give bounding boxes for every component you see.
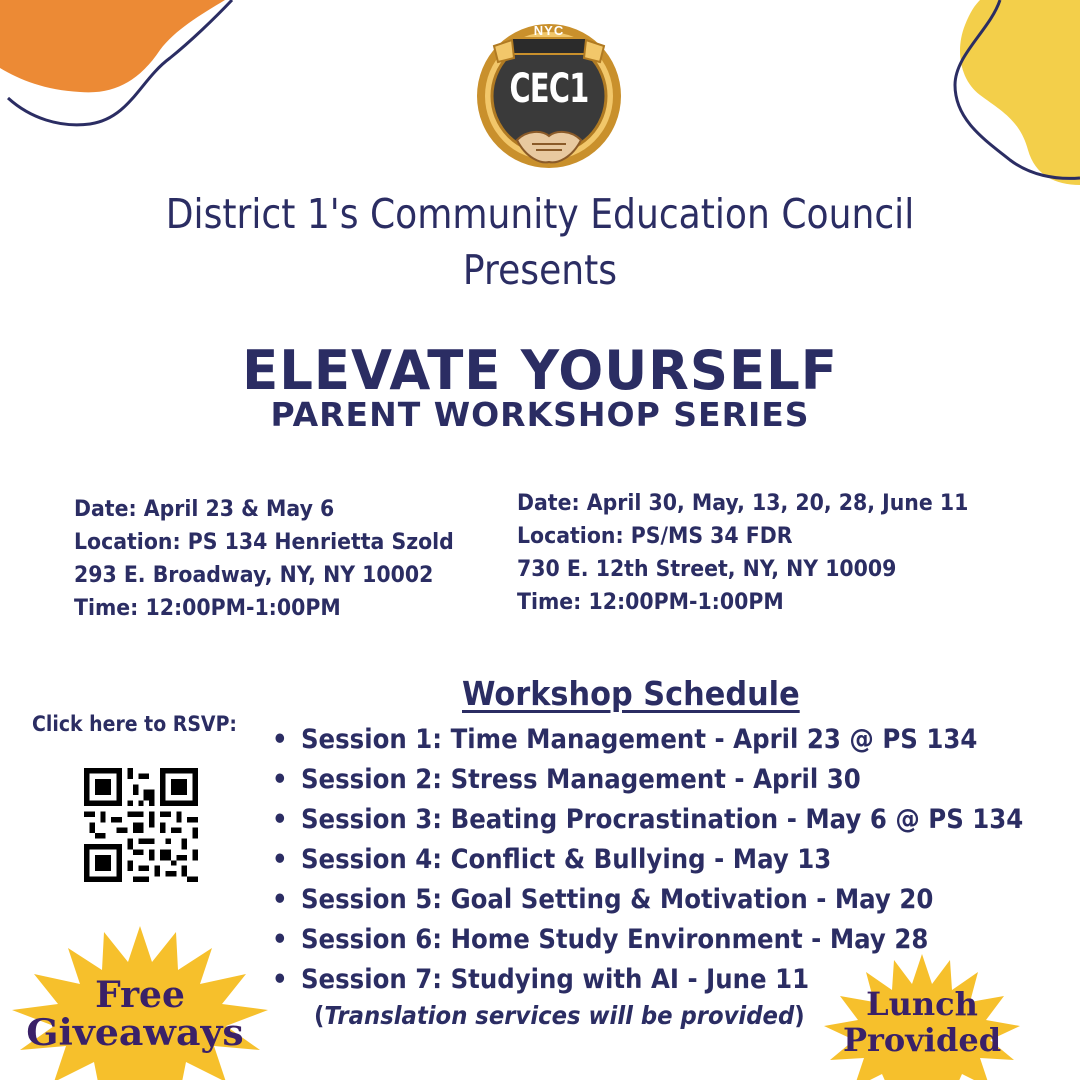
lunch-line-1: Lunch xyxy=(866,985,978,1023)
bullet-icon: • xyxy=(272,924,288,955)
session-item xyxy=(272,760,1023,800)
venue-time: Time: 12:00PM-1:00PM xyxy=(517,590,784,615)
session-text: Session 2: Stress Management - April 30 xyxy=(300,764,861,795)
presenter-heading xyxy=(65,186,1015,298)
venue-location: Location: PS/MS 34 FDR xyxy=(517,524,793,549)
session-item xyxy=(272,800,1023,840)
presenter-line-2: Presents xyxy=(462,246,618,294)
presenter-line-1: District 1's Community Education Council xyxy=(165,190,915,238)
giveaways-line-2: Giveaways xyxy=(26,1012,244,1054)
session-text: Session 7: Studying with AI - June 11 xyxy=(300,964,810,995)
session-text: Session 6: Home Study Environment - May 28 xyxy=(300,924,929,955)
venue-time: Time: 12:00PM-1:00PM xyxy=(74,596,341,621)
venue-info-psms34 xyxy=(517,487,968,619)
event-subheadline: PARENT WORKSHOP SERIES xyxy=(270,395,810,434)
bullet-icon: • xyxy=(272,884,288,915)
orange-blob-decoration xyxy=(0,0,240,140)
logo-cec1-text: CEC1 xyxy=(509,66,589,112)
rsvp-qr-code[interactable] xyxy=(84,768,198,882)
cec1-logo xyxy=(472,12,626,178)
session-text: Session 4: Conflict & Bullying - May 13 xyxy=(300,844,832,875)
event-headline: ELEVATE YOURSELF xyxy=(242,339,838,402)
rsvp-label[interactable]: Click here to RSVP: xyxy=(32,712,237,736)
logo-nyc-text: NYC xyxy=(533,23,565,38)
lunch-provided-badge xyxy=(822,952,1022,1080)
bullet-icon: • xyxy=(272,764,288,795)
session-text: Session 5: Goal Setting & Motivation - May 20 xyxy=(300,884,934,915)
yellow-blob-decoration xyxy=(940,0,1080,200)
session-item xyxy=(272,880,1023,920)
translation-note: (Translation services will be provided) xyxy=(314,1001,805,1030)
session-item xyxy=(272,840,1023,880)
bullet-icon: • xyxy=(272,964,288,995)
session-item xyxy=(272,720,1023,760)
bullet-icon: • xyxy=(272,804,288,835)
venue-address: 293 E. Broadway, NY, NY 10002 xyxy=(74,563,434,588)
workshop-schedule-title: Workshop Schedule xyxy=(462,674,800,713)
session-text: Session 3: Beating Procrastination - May 6 @ PS 134 xyxy=(300,804,1024,835)
bullet-icon: • xyxy=(272,724,288,755)
session-text: Session 1: Time Management - April 23 @ PS 134 xyxy=(300,724,978,755)
venue-address: 730 E. 12th Street, NY, NY 10009 xyxy=(517,557,897,582)
giveaways-line-1: Free xyxy=(95,974,185,1016)
venue-location: Location: PS 134 Henrietta Szold xyxy=(74,530,454,555)
venue-date: Date: April 23 & May 6 xyxy=(74,497,335,522)
venue-info-ps134 xyxy=(74,493,454,625)
venue-date: Date: April 30, May, 13, 20, 28, June 11 xyxy=(517,491,969,516)
translation-note-text: Translation services will be provided xyxy=(324,1001,795,1030)
lunch-line-2: Provided xyxy=(842,1021,1002,1059)
free-giveaways-badge xyxy=(0,922,280,1080)
bullet-icon: • xyxy=(272,844,288,875)
